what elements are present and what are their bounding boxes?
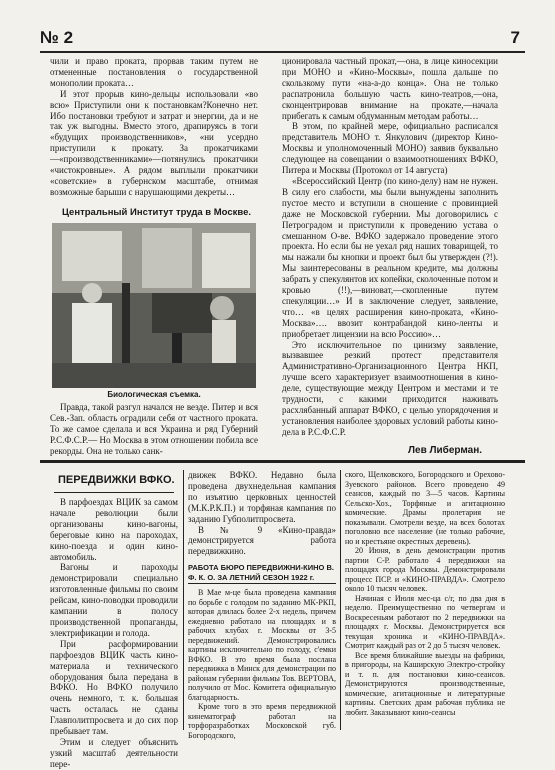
paragraph: Начиная с Июля мес-ца с/г, по два дня в неделю. Преимущественно по четвергам и Воскресеньям работают по 2 передвижки на площадях г. Москвы. Демонстрируется вся текущая хроника и «КИНО-ПРАВДА». Смотрит каждый раз от 2 до 5 тысяч человек. xyxy=(345,593,505,650)
paragraph: движек ВФКО. Недавно была проведена двухнедельная кампания по изъятию церковных ценностей (М.К.Р.К.П.) и торфяная кампания по заданию Губполитпросвета. xyxy=(188,470,336,524)
bottom-column-1 xyxy=(50,497,178,769)
paragraph: В Мае м-це была проведена кампания по борьбе с голодом по заданию МК-РКП, которая длилась более 2-х недель, причем ежедневно работало на площадях и в рабочих клубах г. Москвы от 3-5 передвижений. Демонстрировались картины исключительно по голоду, с'емки ВФКО. В это время была послана передвижка в Минск для демонстрации по районам губернии фильмы Тов. ВЕРТОВА, получило от Мос. Комитета официальную благодарность. xyxy=(188,588,336,702)
top-right-column-text xyxy=(282,56,498,441)
page-header xyxy=(40,28,520,50)
author-signature: Лев Либерман. xyxy=(408,445,483,456)
paragraph: ционировала частный прокат,—она, в лице киносекции при МОНО и «Кино-Москвы», пошла дальше по скользкому пути «на-а-до конца». Она не только распатронила большую часть кино-театров,—она, сконцентрировав внимание на прокате,—начала прибегать к самым обдуманным методам работы… xyxy=(282,56,498,121)
paragraph: 20 Июня, в день демонстрации против партии С-Р. работало 4 передвижки на площадях города Москвы. Демонстрировали процесс ПСР. и «КИНО-ПРАВДА». Смотрело около 10 тысяч человек. xyxy=(345,546,505,593)
column-rule xyxy=(183,470,184,730)
section-divider xyxy=(40,460,525,463)
photograph xyxy=(52,223,256,388)
paragraph: Кроме того в это время передвижной кинематограф работал на торфоразработках Московской губ. Богородского, xyxy=(188,702,336,740)
issue-number: № 2 xyxy=(40,28,74,47)
paragraph: Это исключительное по цинизму заявление, вызвавшее резкий протест представителя Административно-Организационного Центра НКП, лучше всего характеризует взаимоотношения в кино-деле, существующие между Центром и местами и те трудности, с какими приходится наживать расхлябанный аппарат ВФКО, с целью упорядочения и установления наиболее здоровых условий работы кино-дела в Р.С.Ф.С.Р. xyxy=(282,339,498,437)
paragraph: чили и право проката, прорвав таким путем не отмененные постановления о государственной монополии проката… xyxy=(50,56,258,88)
top-left-column-text xyxy=(50,56,258,204)
paragraph: В парфоездах ВЦИК за самом начале революции были организованы кино-вагоны, береговые кино на пароходах, кино-поезда и один кино-автомобиль. xyxy=(50,497,178,562)
bottom-column-3 xyxy=(345,470,505,729)
title-underline xyxy=(54,492,174,493)
paragraph: И этот прорыв кино-дельцы использовали «во всю» Приступили они к постановкам?Конечно нет. Ибо постановки требуют и затрат и энергии, да и не так уж выгодны. Вместо этого, драпируясь в тоги «будущих производственников», «ни усердно приступили к прокату. За прокатчиками—«производственниками»—потянулись прокатчики «чистокровные». А рядом выплыли прокатчики «советские» в губернском масштабе, отнимая возможные барыши с нарушающими декреты… xyxy=(50,88,258,197)
paragraph: При расформировании парфоездов ВЦИК часть кино-материала и технического оборудования была передана в ВФКО. Но ВФКО получило очень немного, т. к. большая часть осталась не сданы Главполитпросвета и до сих пор пребывает там. xyxy=(50,638,178,737)
top-left-column-text xyxy=(50,402,258,456)
paragraph: Вагоны и пароходы демонстрировали специально изготовленные фильмы по своим рейсам, кино-поводки проводили кампании в полосу производственной пропаганды, электрификации и голода. xyxy=(50,562,178,638)
section-title: ПЕРЕДВИЖКИ ВФКО. xyxy=(58,474,175,486)
page-number: 7 xyxy=(510,28,520,47)
paragraph: Правда, такой разгул начался не везде. Питер и вся Сев.-Зап. область оградили себя от частного проката. То же самое сделала и вся Украина и ряд Губерний Р.С.Ф.С.Р.— Но Москва в этом отношении побила все рекорды. Она не только санк- xyxy=(50,402,258,456)
paragraph: В № 9 «Кино-правда» демонстрируется работа передвижкино. xyxy=(188,524,336,557)
header-rule xyxy=(40,51,525,53)
paragraph: Этим и следует объяснить узкий масштаб деятельности пере- xyxy=(50,736,178,769)
paragraph: В этом, по крайней мере, официально расписался представитель МОНО т. Янкулович (директор Кино-Москвы и уполномоченный МОНО) заявив буквально следующее на совещании о взаимоотношениях ВФКО, Питера и Москвы (Протокол от 14 августа) xyxy=(282,121,498,176)
photo-caption: Биологическая съемка. xyxy=(107,390,201,399)
paragraph: Все время ближайшие выезды на фабрики, в пригороды, на Каширскую Электро-стройку и т. п. для постановки кино-сеансов. Демонстрируются производственные, комические, агитационные и литературные картины. Светских драм рабочая публика не любит. Заказывают кино-сеансы xyxy=(345,650,505,717)
subsection-heading: РАБОТА БЮРО ПЕРЕДВИЖНИ-КИНО В. Ф. К. О. ЗА ЛЕТНИЙ СЕЗОН 1922 г. xyxy=(188,563,336,584)
section-heading: Центральный Институт труда в Москве. xyxy=(62,207,252,218)
paragraph: «Всероссийский Центр (по кино-делу) нам не нужен. В силу его слабости, мы были вынуждены заполнить пустое место и вступили в сношение с провинцией даже не Московской губернии. Мы договорились с Петроградом и приступили к проведению устава о смешанном О-ве. ВФКО задержало проведение этого проекта. Но если бы не уехал ряд наших товарищей, то мы нажали бы кнопки и проект был бы утвержден (?!). Мы заинтересованы в реальном кредите, мы должны забрать у спекулянтов их копейки, сколоченные потом и кровью (!!),—виноват,—скопленные путем спекуляции…» И в заключение следует, заявление, что… «в целях расширения кино-проката, «Кино-Москва»…. ввозит контрабандой кино-ленты и приобретает лицензии на всю Россию»… xyxy=(282,175,498,339)
bottom-column-2 xyxy=(188,470,336,740)
paragraph: ского, Щелковского, Богородского и Орехово-Зуевского районов. Всего проведено 49 сеансов, каждый по 3—5 часов. Картины Сельско-Хоз., Торфяные и агитационно комические. Драмы пролетария не показывали. Смотрели везде, на всех болотах поголовно все население (не только рабочие, но и крестьяне окрестных деревень). xyxy=(345,470,505,546)
report-text xyxy=(188,588,336,740)
column-rule xyxy=(340,470,341,730)
